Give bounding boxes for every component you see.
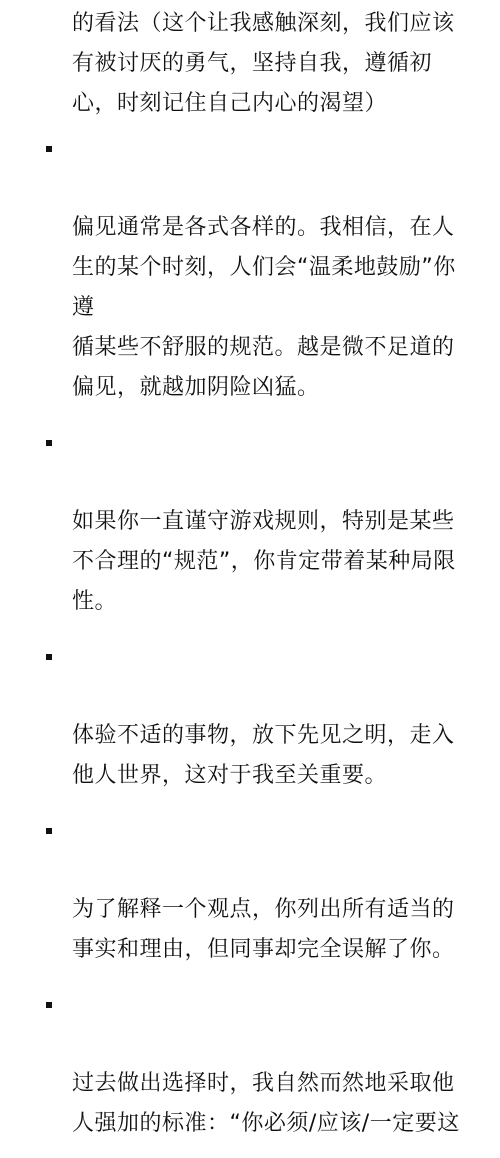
bullet-item-4 — [0, 810, 472, 970]
bullet-text: 偏见通常是各式各样的。我相信，在人 生的某个时刻，人们会“温柔地鼓励”你遵 循某些不舒服的规范。越是微不足道的 偏见，就越加阴险凶猛。 — [72, 215, 456, 400]
square-bullet-icon — [46, 1002, 52, 1008]
bullet-item-3 — [0, 636, 472, 796]
square-bullet-icon — [46, 654, 52, 660]
square-bullet-icon — [46, 440, 52, 446]
bullet-item-2 — [0, 422, 472, 622]
continued-paragraph: 的看法（这个让我感触深刻，我们应该 有被讨厌的勇气，坚持自我，遵循初 心，时刻记住自己内心的渴望） — [72, 11, 455, 116]
bullet-item-5 — [0, 984, 472, 1144]
square-bullet-icon — [46, 146, 52, 152]
bullet-item-1 — [0, 128, 472, 408]
bullet-text: 过去做出选择时，我自然而然地采取他 人强加的标准：“你必须/应该/一定要这 — [72, 1071, 460, 1136]
bullet-text: 如果你一直谨守游戏规则，特别是某些 不合理的“规范”，你肯定带着某种局限 性。 — [72, 509, 456, 614]
bullet-text: 为了解释一个观点，你列出所有适当的 事实和理由，但同事却完全误解了你。 — [72, 897, 455, 962]
bullet-list — [0, 128, 500, 1158]
bullet-text: 体验不适的事物，放下先见之明，走入 他人世界，这对于我至关重要。 — [72, 723, 455, 788]
square-bullet-icon — [46, 828, 52, 834]
